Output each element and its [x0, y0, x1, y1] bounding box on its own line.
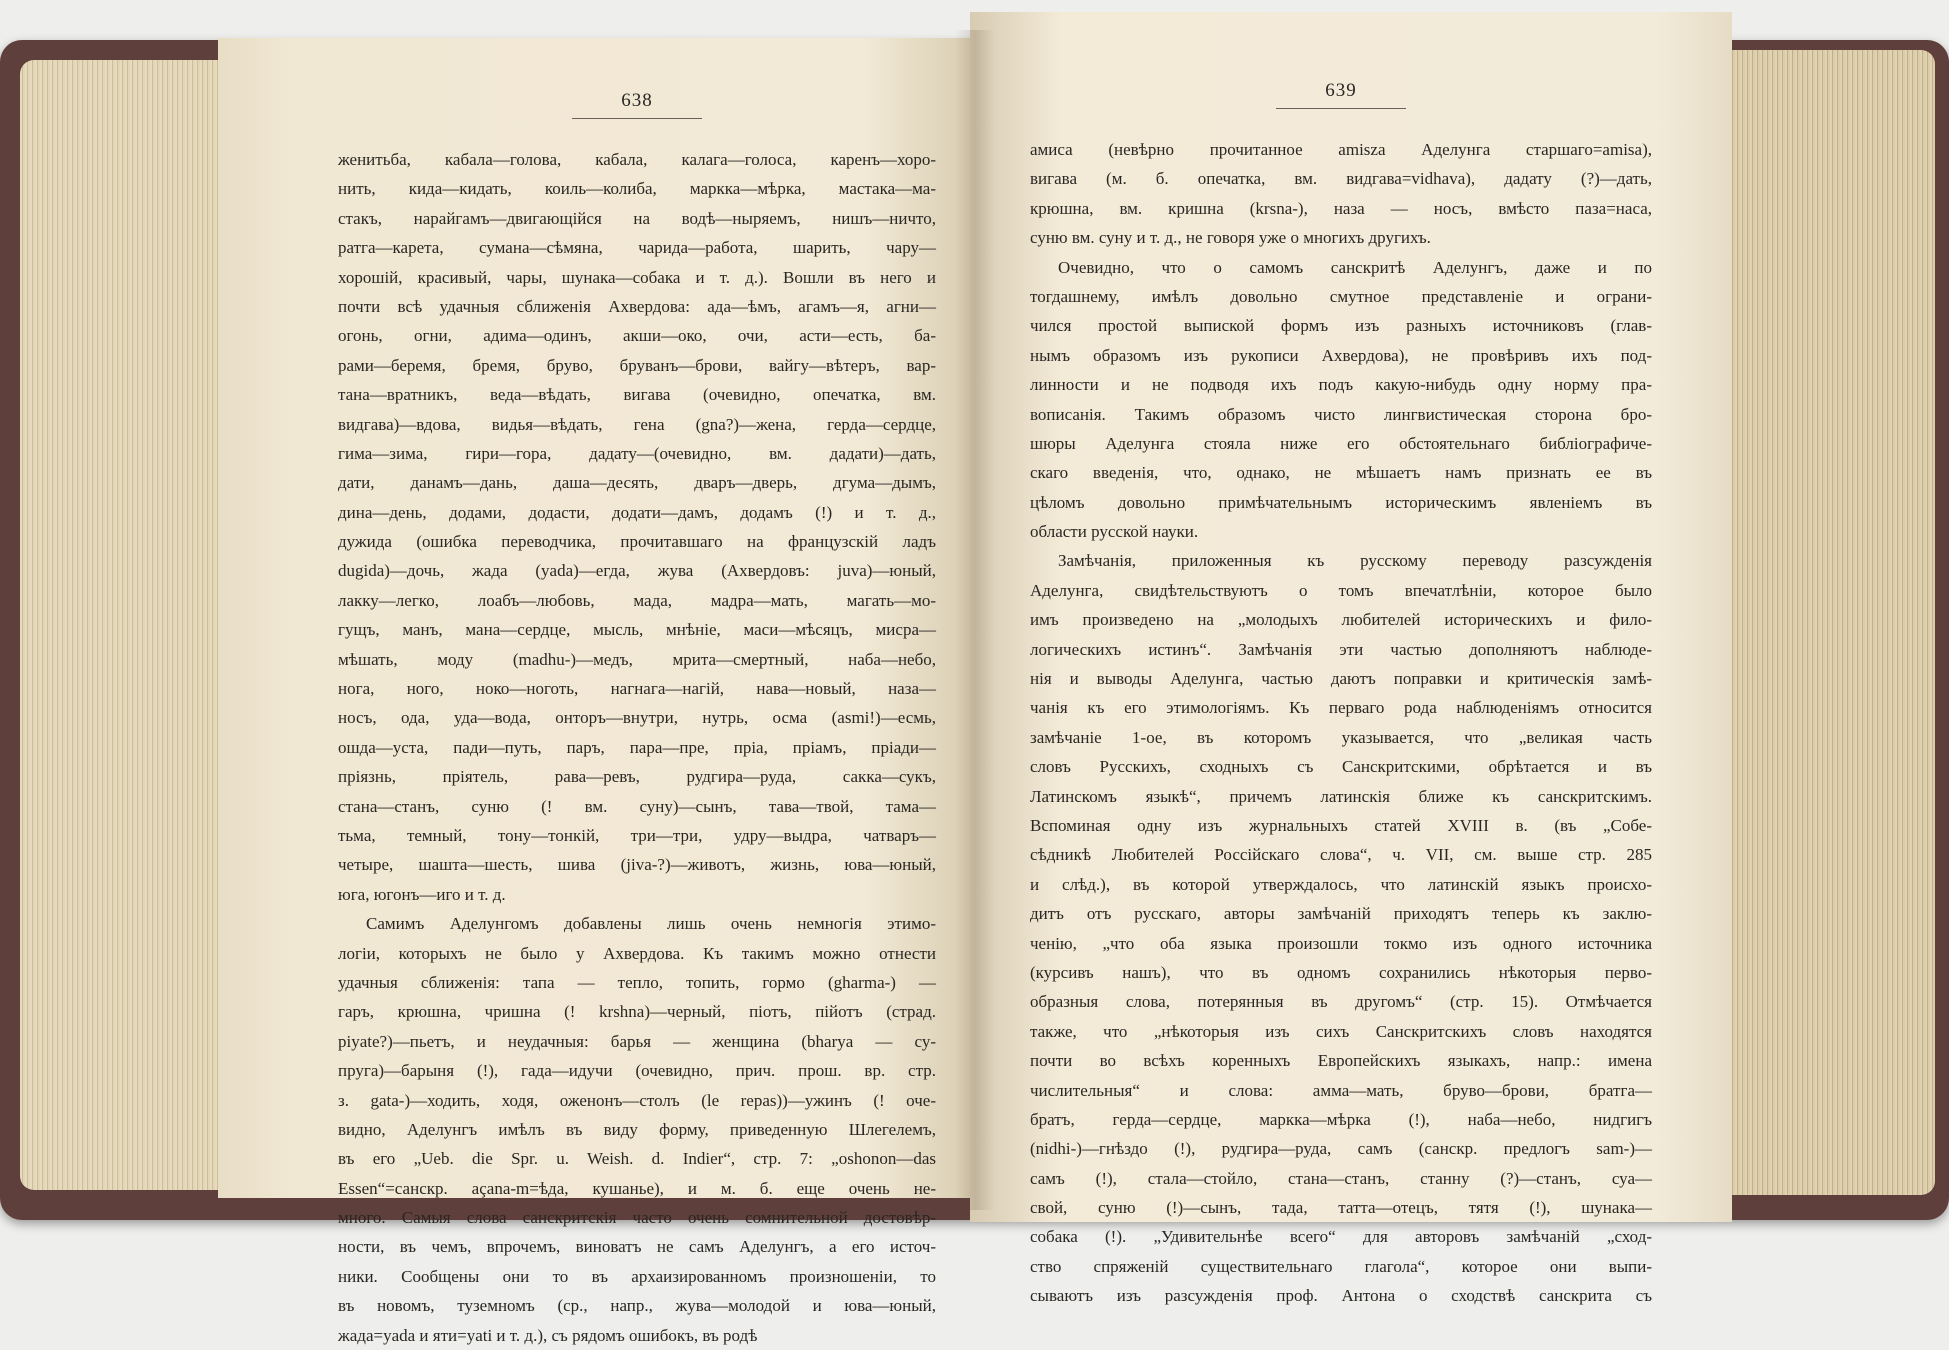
- text-line: словъ Русскихъ, сходныхъ съ Санскритскими, обрѣтается и въ: [1030, 757, 1652, 777]
- text-line: области русской науки.: [1030, 522, 1199, 542]
- text-line: вописанія. Такимъ образомъ чисто лингвистическая сторона бро-: [1030, 404, 1652, 424]
- text-line: юга, югонъ—иго и т. д.: [338, 884, 506, 904]
- text-line: сываютъ изъ разсужденія проф. Антона о сходствѣ санскрита съ: [1030, 1286, 1652, 1306]
- text-line: видно, Аделунгъ имѣлъ въ виду форму, приведенную Шлегелемъ,: [338, 1119, 936, 1139]
- text-line: чился простой выпиской формъ изъ разныхъ источниковъ (глав-: [1030, 316, 1652, 336]
- text-line: рами—беремя, бремя, бруво, бруванъ—брови, вайгу—вѣтеръ, вар-: [338, 355, 936, 375]
- text-line: гущъ, манъ, мана—сердце, мысль, мнѣніе, маси—мѣсяцъ, мисра—: [338, 620, 936, 640]
- text-line: жада=yada и яти=yati и т. д.), съ рядомъ ошибокъ, въ родѣ: [338, 1325, 758, 1345]
- text-line: нога, ного, ноко—ноготь, нагнага—нагій, нава—новый, наза—: [338, 679, 936, 699]
- text-line: образныя слова, потерянныя въ другомъ“ (стр. 15). Отмѣчается: [1030, 992, 1652, 1012]
- text-line: свой, суню (!)—сынъ, тада, татта—отецъ, тятя (!), шунака—: [1030, 1198, 1652, 1218]
- text-line: ности, въ чемъ, впрочемъ, виноватъ не самъ Аделунгъ, а его источ-: [338, 1237, 936, 1257]
- text-line: нія и выводы Аделунга, частью даютъ поправки и критическія замѣ-: [1030, 669, 1652, 689]
- book-gutter: [955, 30, 995, 1210]
- text-line: стакъ, нарайгамъ—двигающійся на водѣ—ныряемъ, нишъ—ничто,: [338, 208, 936, 228]
- text-line: самъ (!), стала—стойло, стана—станъ, станну (?)—станъ, суа—: [1030, 1168, 1652, 1188]
- text-line: Очевидно, что о самомъ санскритѣ Аделунгъ, даже и по: [1058, 257, 1652, 277]
- text-line: амиса (невѣрно прочитанное amisza Аделунга старшаго=amisa),: [1030, 140, 1652, 159]
- text-line: суню вм. суну и т. д., не говоря уже о многихъ другихъ.: [1030, 228, 1431, 248]
- text-line: братъ, герда—сердце, маркка—мѣрка (!), наба—небо, нидгигъ: [1030, 1109, 1652, 1129]
- text-line: почти всѣ удачныя сближенія Ахвердова: ада—ѣмъ, агамъ—я, агни—: [338, 296, 936, 316]
- left-page: [218, 38, 978, 1345]
- right-header-rule: [1276, 108, 1406, 109]
- text-line: видгава)—вдова, видья—вѣдать, гена (gna?)—жена, герда—сердце,: [338, 414, 936, 434]
- left-header-rule: [572, 118, 702, 119]
- left-page-text: [338, 145, 936, 1350]
- text-line: удачныя сближенія: тапа — тепло, топить, гормо (gharma-) —: [338, 972, 936, 992]
- text-line: въ новомъ, туземномъ (ср., напр., жува—молодой и юва—юный,: [338, 1296, 936, 1316]
- text-line: стана—станъ, суню (! вм. суну)—сынъ, тава—твой, тама—: [338, 796, 936, 816]
- text-line: Самимъ Аделунгомъ добавлены лишь очень немногія этимо-: [366, 914, 936, 934]
- text-line: дина—день, додами, додасти, додати—дамъ, додамъ (!) и т. д.,: [338, 502, 936, 522]
- text-line: логіи, которыхъ не было у Ахвердова. Къ такимъ можно отнести: [338, 943, 936, 963]
- text-line: Замѣчанія, приложенныя къ русскому переводу разсужденія: [1058, 551, 1652, 571]
- text-line: Essen“=санскр. açana-m=ѣда, кушанье), и м. б. еще очень не-: [338, 1178, 936, 1198]
- text-line: скаго введенія, что, однако, не мѣшаетъ намъ признать ее въ: [1030, 463, 1652, 483]
- right-page-number: 639: [1325, 80, 1357, 101]
- text-line: Латинскомъ языкѣ“, причемъ латинскія ближе къ санскритскимъ.: [1030, 786, 1652, 806]
- text-line: замѣчаніе 1-ое, въ которомъ указывается, что „великая часть: [1030, 727, 1652, 747]
- text-line: ство спряженій существительнаго глагола“, которое они выпи-: [1030, 1256, 1652, 1276]
- text-line: ники. Сообщены они то въ архаизированномъ произношеніи, то: [338, 1266, 936, 1286]
- text-line: собака (!). „Удивительнѣе всего“ для авторовъ замѣчаній „сход-: [1030, 1227, 1652, 1247]
- left-page-number: 638: [621, 90, 653, 111]
- text-line: мѣшать, моду (madhu-)—медъ, мрита—смертный, наба—небо,: [338, 649, 936, 669]
- text-line: з. gata-)—ходить, ходя, оженонъ—столъ (le repas))—ужинъ (! оче-: [338, 1090, 936, 1110]
- text-line: пруга)—барыня (!), гада—идучи (очевидно, прич. прош. вр. стр.: [338, 1061, 936, 1081]
- text-line: лакку—легко, лоабъ—любовь, мада, мадра—мать, магать—мо-: [338, 590, 936, 610]
- text-line: piyate?)—пьетъ, и неудачныя: барья — женщина (bharya — су-: [338, 1031, 936, 1051]
- text-line: гима—зима, гири—гора, дадату—(очевидно, вм. дадати)—дать,: [338, 443, 936, 463]
- text-line: дужида (ошибка переводчика, прочитавшаго на французскій ладъ: [338, 532, 936, 552]
- text-line: тьма, темный, тону—тонкій, три—три, удру—выдра, чатваръ—: [338, 825, 936, 845]
- text-line: линности и не подводя ихъ подъ какую-нибудь одну норму пра-: [1030, 375, 1652, 395]
- text-line: въ его „Ueb. die Spr. u. Weish. d. Indier“, стр. 7: „oshonon—das: [338, 1149, 936, 1169]
- text-line: огонь, огни, адима—одинъ, акши—око, очи, асти—есть, ба-: [338, 326, 936, 346]
- text-line: числительныя“ и слова: амма—мать, бруво—брови, братга—: [1030, 1080, 1652, 1100]
- text-line: нить, кида—кидать, коиль—колиба, маркка—мѣрка, мастака—ма-: [338, 179, 936, 199]
- text-line: дитъ отъ русскаго, авторы замѣчаній приходятъ теперь къ заклю-: [1030, 904, 1652, 924]
- text-line: сѣдникѣ Любителей Россійскаго слова“, ч. VII, см. выше стр. 285: [1030, 845, 1652, 865]
- text-line: и слѣд.), въ которой утверждалось, что латинскій языкъ происхо-: [1030, 874, 1652, 894]
- text-line: dugida)—дочь, жада (yada)—егда, жува (Ахвердовъ: juva)—юный,: [338, 561, 936, 581]
- text-line: почти во всѣхъ коренныхъ Европейскихъ языкахъ, напр.: имена: [1030, 1051, 1652, 1071]
- right-page-text: [1030, 135, 1652, 1311]
- text-line: хорошій, красивый, чары, шунака—собака и т. д.). Вошли въ него и: [338, 267, 936, 287]
- text-line: носъ, ода, уда—вода, онторъ—внутри, нутрь, осма (asmi!)—есмь,: [338, 708, 936, 728]
- text-line: шюры Аделунга стояла ниже его обстоятельнаго библіографиче-: [1030, 433, 1652, 453]
- left-page-edges: [20, 60, 225, 1190]
- text-line: тана—вратникъ, веда—вѣдать, вигава (очевидно, опечатка, вм.: [338, 385, 936, 405]
- text-line: также, что „нѣкоторыя изъ сихъ Санскритскихъ словъ находятся: [1030, 1021, 1652, 1041]
- text-line: чанія къ его этимологіямъ. Къ перваго рода наблюденіямъ относится: [1030, 698, 1652, 718]
- text-line: имъ произведено на „молодыхъ любителей историческихъ и фило-: [1030, 610, 1652, 630]
- text-line: цѣломъ довольно примѣчательнымъ историческимъ явленіемъ въ: [1030, 492, 1652, 512]
- text-line: четыре, шашта—шесть, шива (jiva-?)—животъ, жизнь, юва—юный,: [338, 855, 936, 875]
- text-line: тогдашнему, имѣлъ довольно смутное представленіе и ограни-: [1030, 286, 1652, 306]
- text-line: крюшна, вм. кришна (krsna-), наза — носъ, вмѣсто паза=наса,: [1030, 198, 1652, 218]
- text-line: дати, данамъ—дань, даша—десять, дваръ—дверь, дгума—дымъ,: [338, 473, 936, 493]
- text-line: Вспоминая одну изъ журнальныхъ статей XVIII в. (въ „Собе-: [1030, 815, 1652, 835]
- text-line: нымъ образомъ изъ рукописи Ахвердова), не провѣривъ ихъ под-: [1030, 345, 1652, 365]
- right-page-edges: [1725, 50, 1935, 1195]
- text-line: гаръ, крюшна, чришна (! krshna)—черный, піотъ, пійотъ (страд.: [338, 1002, 936, 1022]
- text-line: (nidhi-)—гнѣздо (!), рудгира—руда, самъ (санскр. предлогъ sam-)—: [1030, 1139, 1652, 1159]
- text-line: ошда—уста, пади—путь, паръ, пара—пре, пріа, пріамъ, пріади—: [338, 737, 936, 757]
- text-line: ченію, „что оба языка произошли токмо изъ одного источника: [1030, 933, 1652, 953]
- text-line: ратга—карета, сумана—сѣмяна, чарида—работа, шарить, чару—: [338, 238, 936, 258]
- text-line: много. Самыя слова санскритскія часто очень сомнительной достовѣр-: [338, 1208, 936, 1228]
- text-line: пріязнь, пріятель, рава—ревъ, рудгира—руда, сакка—сукъ,: [338, 767, 936, 787]
- text-line: (курсивъ нашъ), что въ одномъ сохранились нѣкоторыя перво-: [1030, 962, 1652, 982]
- right-page: [970, 12, 1732, 1306]
- text-line: Аделунга, свидѣтельствуютъ о томъ впечатлѣніи, которое было: [1030, 580, 1652, 600]
- text-line: логическихъ истинъ“. Замѣчанія эти частью дополняютъ наблюде-: [1030, 639, 1652, 659]
- text-line: женитьба, кабала—голова, кабала, калага—голоса, каренъ—хоро-: [338, 150, 936, 169]
- text-line: вигава (м. б. опечатка, вм. видгава=vidhava), дадату (?)—дать,: [1030, 169, 1652, 189]
